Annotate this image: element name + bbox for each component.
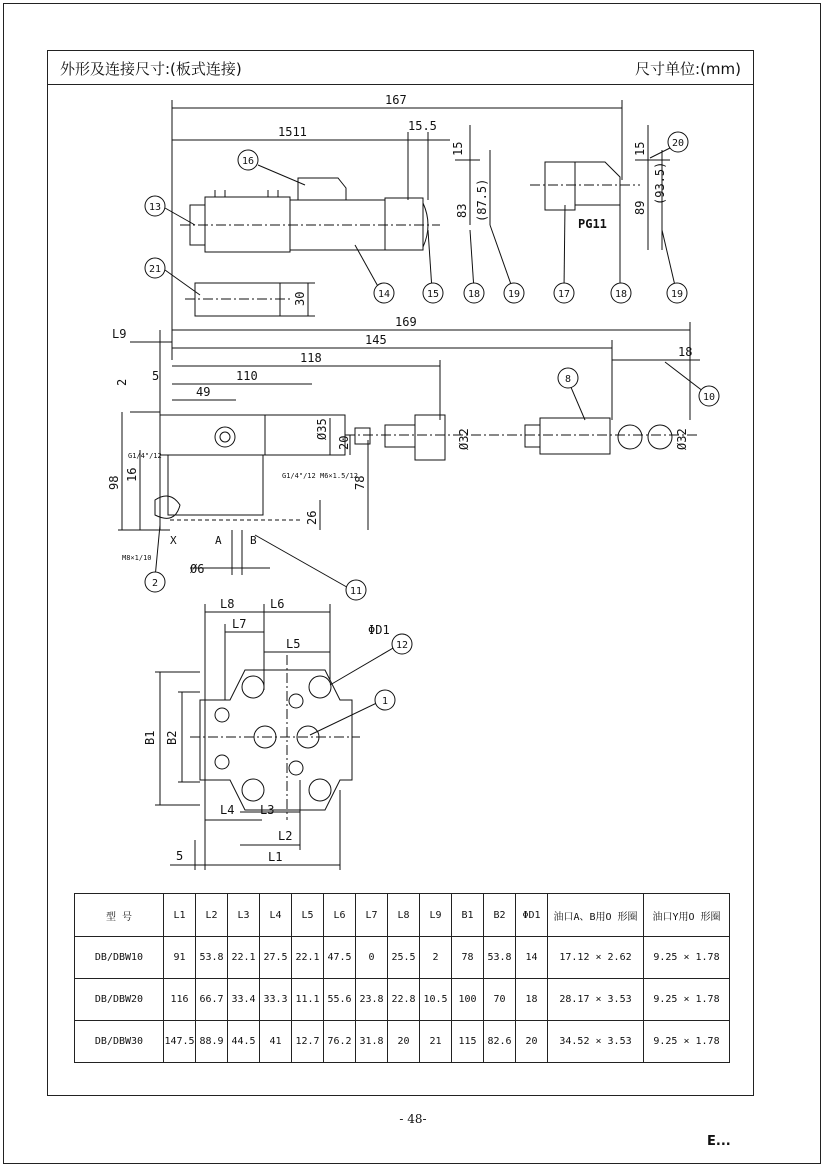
table-cell: 10.5 [420, 979, 452, 1021]
table-cell: 33.4 [228, 979, 260, 1021]
callout-text: 10 [702, 392, 716, 403]
dim-D1: ΦD1 [368, 623, 390, 637]
dim-93-5: (93.5) [653, 161, 667, 205]
cylinder-part [185, 283, 290, 316]
table-cell: 17.12 × 2.62 [548, 937, 644, 979]
table-cell: 53.8 [484, 937, 516, 979]
dim-d6: Ø6 [190, 562, 205, 576]
dim-L3: L3 [260, 803, 275, 817]
header-cell: L7 [356, 894, 388, 937]
callout-text: 12 [395, 640, 409, 651]
m8-note: M8×1/10 [122, 554, 152, 562]
table-cell: 11.1 [292, 979, 324, 1021]
dim-16: 16 [125, 467, 139, 482]
table-cell: 25.5 [388, 937, 420, 979]
callout-text: 13 [148, 202, 162, 213]
callout-text: 17 [557, 289, 571, 300]
dim-49: 49 [196, 385, 211, 399]
table-cell: 116 [164, 979, 196, 1021]
table-cell: 34.52 × 3.53 [548, 1021, 644, 1063]
dimension-labels [107, 93, 692, 864]
connector-side-view [530, 162, 640, 210]
dim-110: 110 [236, 369, 258, 383]
dim-L1: L1 [268, 850, 283, 864]
table-cell: 21 [420, 1021, 452, 1063]
callout-text: 1 [381, 696, 389, 707]
table-cell: 115 [452, 1021, 484, 1063]
dim-83: 83 [455, 203, 469, 218]
table-cell: 82.6 [484, 1021, 516, 1063]
table-cell: 9.25 × 1.78 [644, 979, 730, 1021]
dim-d35: Ø35 [315, 418, 329, 440]
dim-20: 20 [337, 435, 351, 450]
unit-label: 尺寸单位:(mm) [635, 60, 741, 78]
table-cell: 2 [420, 937, 452, 979]
header-cell: B2 [484, 894, 516, 937]
dim-5b: 5 [176, 849, 184, 863]
table-cell: 70 [484, 979, 516, 1021]
dim-B1: B1 [143, 730, 157, 745]
callout-text: 11 [349, 586, 363, 597]
dim-15b: 15 [633, 141, 647, 156]
header-cell: L4 [260, 894, 292, 937]
header-cell: L5 [292, 894, 324, 937]
header-cell: 型 号 [75, 894, 164, 937]
dim-5: 5 [152, 369, 160, 383]
dim-89: 89 [633, 200, 647, 215]
table-cell: 23.8 [356, 979, 388, 1021]
callout-text: 19 [670, 289, 684, 300]
table-cell: 12.7 [292, 1021, 324, 1063]
table-cell: 28.17 × 3.53 [548, 979, 644, 1021]
table-cell: 22.1 [292, 937, 324, 979]
table-cell: 18 [516, 979, 548, 1021]
dim-145: 145 [365, 333, 387, 347]
table-cell: DB/DBW10 [75, 937, 164, 979]
m6-note: M6×1.5/12 [320, 472, 358, 480]
callout-text: 20 [671, 138, 685, 149]
valve-top-view [180, 178, 440, 252]
table-cell: 22.8 [388, 979, 420, 1021]
port-b: B [250, 534, 257, 547]
table-cell: 91 [164, 937, 196, 979]
table-cell: 20 [388, 1021, 420, 1063]
dim-L2: L2 [278, 829, 293, 843]
dim-L7: L7 [232, 617, 247, 631]
header-cell: L8 [388, 894, 420, 937]
header-cell: ΦD1 [516, 894, 548, 937]
table-cell: 47.5 [324, 937, 356, 979]
dim-L4: L4 [220, 803, 235, 817]
dim-98: 98 [107, 475, 121, 490]
table-cell: 33.3 [260, 979, 292, 1021]
callout-text: 19 [507, 289, 521, 300]
table-cell: 0 [356, 937, 388, 979]
table-cell: 27.5 [260, 937, 292, 979]
dim-d32b: Ø32 [675, 428, 689, 450]
dim-15: 15 [451, 141, 465, 156]
dim-2: 2 [115, 378, 129, 386]
header-cell: B1 [452, 894, 484, 937]
table-cell: 78 [452, 937, 484, 979]
table-cell: DB/DBW20 [75, 979, 164, 1021]
table-cell: 9.25 × 1.78 [644, 937, 730, 979]
dim-26: 26 [305, 510, 319, 525]
dim-L5: L5 [286, 637, 301, 651]
table-cell: 14 [516, 937, 548, 979]
brand-logo: E... [707, 1134, 731, 1149]
header-cell: 油口Y用O 形圈 [644, 894, 730, 937]
page-title: 外形及连接尺寸:(板式连接) [60, 60, 242, 78]
header-cell: L1 [164, 894, 196, 937]
thread-note: G1/4"/12 [128, 452, 162, 460]
header-cell: L9 [420, 894, 452, 937]
dim-18: 18 [678, 345, 693, 359]
header-cell: 油口A、B用O 形圈 [548, 894, 644, 937]
dim-30: 30 [293, 291, 307, 306]
port-a: A [215, 534, 222, 547]
dim-167: 167 [385, 93, 407, 107]
port-x: X [170, 534, 177, 547]
valve-side-view [155, 415, 700, 520]
dim-1511: 1511 [278, 125, 307, 139]
callout-text: 2 [151, 578, 159, 589]
dim-L6: L6 [270, 597, 285, 611]
dim-L9: L9 [112, 327, 127, 341]
table-cell: 20 [516, 1021, 548, 1063]
dim-B2: B2 [165, 730, 179, 745]
dim-118: 118 [300, 351, 322, 365]
dim-169: 169 [395, 315, 417, 329]
table-cell: 44.5 [228, 1021, 260, 1063]
mounting-face-view [190, 655, 360, 820]
dim-15-5: 15.5 [408, 119, 437, 133]
table-cell: 31.8 [356, 1021, 388, 1063]
table-cell: 100 [452, 979, 484, 1021]
table-cell: 9.25 × 1.78 [644, 1021, 730, 1063]
callout-text: 15 [426, 289, 440, 300]
callout-text: 14 [377, 289, 391, 300]
table-cell: 147.5 [164, 1021, 196, 1063]
table-cell: 22.1 [228, 937, 260, 979]
header-cell: L2 [196, 894, 228, 937]
callout-text: 8 [564, 374, 572, 385]
header-cell: L3 [228, 894, 260, 937]
table-cell: 55.6 [324, 979, 356, 1021]
callout-text: 18 [614, 289, 628, 300]
table-cell: 41 [260, 1021, 292, 1063]
callout-text: 21 [148, 264, 162, 275]
callout-text: 18 [467, 289, 481, 300]
drawing-notes [122, 217, 607, 562]
thread-note-b: G1/4"/12 [282, 472, 316, 480]
pg11-label: PG11 [578, 217, 607, 231]
table-cell: 66.7 [196, 979, 228, 1021]
dim-87-5: (87.5) [475, 178, 489, 222]
table-cell: 76.2 [324, 1021, 356, 1063]
table-cell: 53.8 [196, 937, 228, 979]
page-number: - 48- [399, 1112, 427, 1126]
table-cell: 88.9 [196, 1021, 228, 1063]
dim-L8: L8 [220, 597, 235, 611]
table-cell: DB/DBW30 [75, 1021, 164, 1063]
dim-78: 78 [353, 475, 367, 490]
header-cell: L6 [324, 894, 356, 937]
callout-text: 16 [241, 156, 255, 167]
dim-d32a: Ø32 [457, 428, 471, 450]
